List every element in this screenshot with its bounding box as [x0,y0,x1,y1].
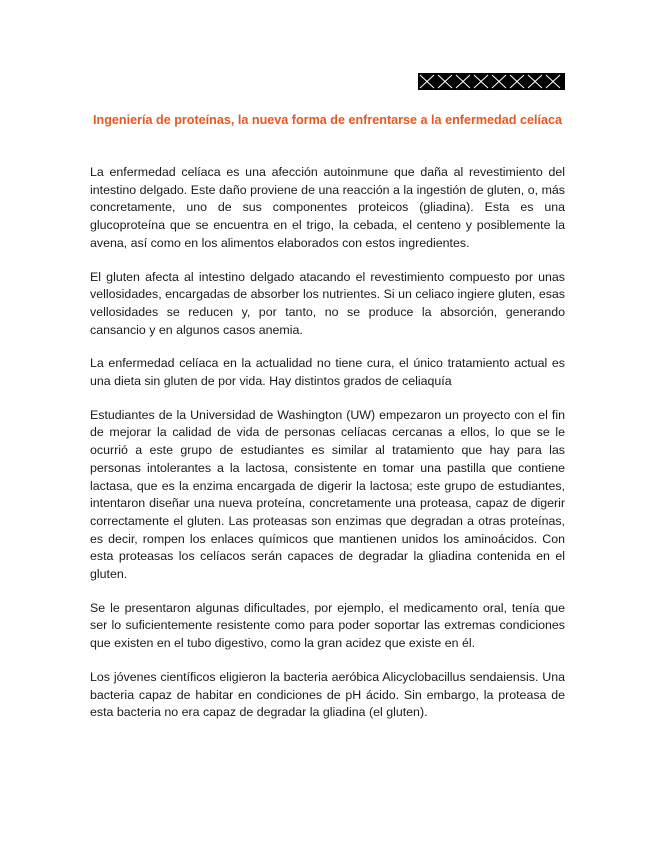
paragraph-6: Los jóvenes científicos eligieron la bacteria aeróbica Alicyclobacillus sendaiensis. Una bacteria capaz de habitar en condiciones de pH ácido. Sin embargo, la proteasa de esta bacteria no era capaz de degradar la gliadina (el gluten). [90,669,565,720]
document-title: Ingeniería de proteínas, la nueva forma de enfrentarse a la enfermedad celíaca [93,113,562,127]
redaction-pattern [418,73,565,90]
paragraph-1: La enfermedad celíaca es una afección autoinmune que daña al revestimiento del intestino delgado. Este daño proviene de una reacción a la ingestión de gluten, o, más concretamente, uno de sus componentes proteicos (gliadina). Esta es una glucoproteína que se encuentra en el trigo, la cebada, el centeno y posiblemente la avena, así como en los alimentos elaborados con estos ingredientes. [90,165,565,250]
redacted-header-block [418,73,565,90]
paragraph-2: El gluten afecta al intestino delgado atacando el revestimiento compuesto por unas vellosidades, encargadas de absorber los nutrientes. Si un celiaco ingiere gluten, esas vellosidades se reducen y, por tanto, no se produce la absorción, generando cansancio y en algunos casos anemia. [90,269,565,337]
paragraph-5: Se le presentaron algunas dificultades, por ejemplo, el medicamento oral, tenía que ser lo suficientemente resistente como para poder soportar las extremas condiciones que existen en el tubo digestivo, como la gran acidez que existe en él. [90,600,565,651]
paragraph-4: Estudiantes de la Universidad de Washington (UW) empezaron un proyecto con el fin de mejorar la calidad de vida de personas celíacas cercanas a ellos, lo que se le ocurrió a este grupo de estudiantes es similar al tratamiento que hay para las personas intolerantes a la lactosa, consistente en tomar una pastilla que contiene lactasa, que es la enzima encargada de digerir la lactosa; este grupo de estudiantes, intentaron diseñar una nueva proteína, concretamente una proteasa, capaz de digerir correctamente el gluten. Las proteasas son enzimas que degradan a otras proteínas, es decir, rompen los enlaces químicos que mantienen unidos los aminoácidos. Con esta proteasas los celíacos serán capaces de degradar la gliadina contenida en el gluten. [90,407,565,582]
document-body [90,164,565,738]
paragraph-3: La enfermedad celíaca en la actualidad no tiene cura, el único tratamiento actual es una dieta sin gluten de por vida. Hay distintos grados de celiaquía [90,356,565,389]
